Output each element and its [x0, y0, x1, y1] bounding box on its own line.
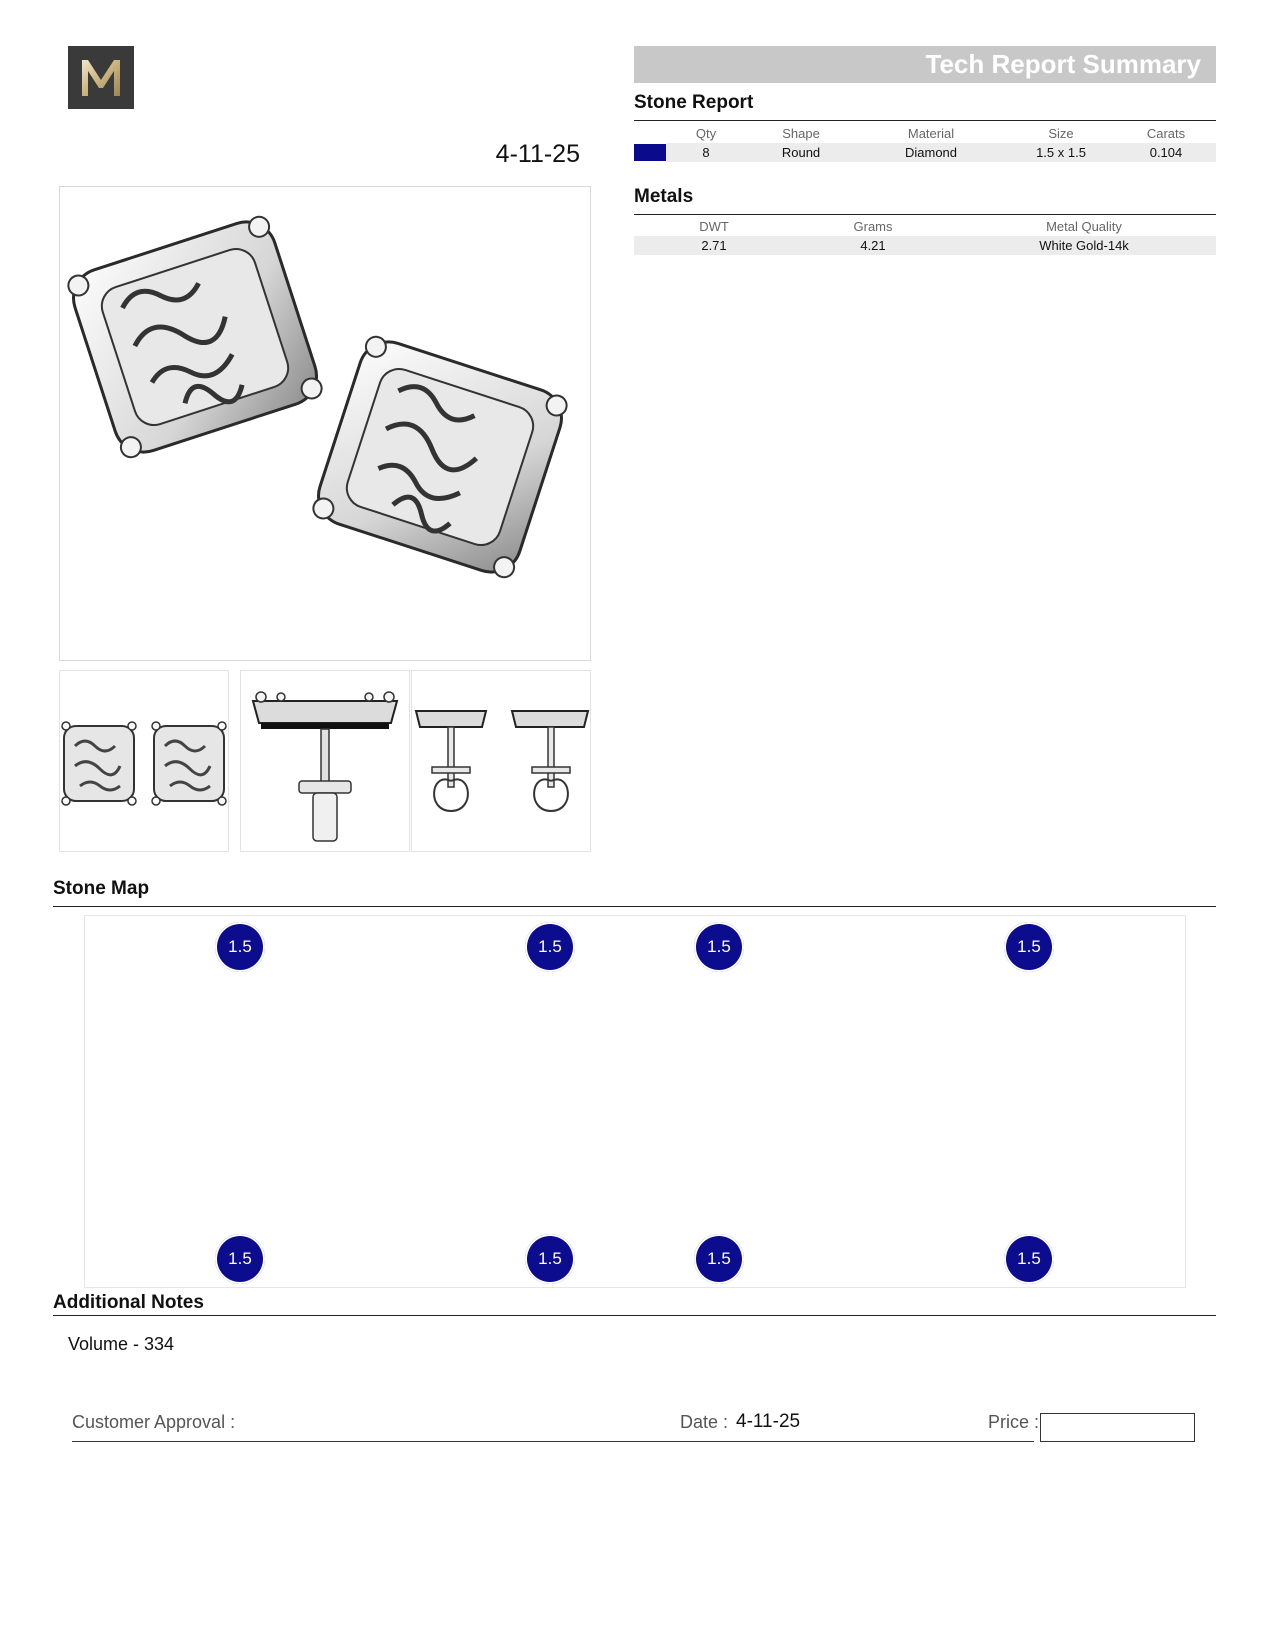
report-title-banner [634, 46, 1216, 83]
column-header-material: Material [907, 125, 955, 141]
stone-size: 1.5 x 1.5 [1006, 143, 1116, 162]
column-header-shape: Shape [782, 125, 820, 141]
stone-marker: 1.5 [694, 922, 744, 972]
metals-title: Metals [634, 186, 694, 207]
stone-report-header-row [634, 123, 1216, 143]
signature-line[interactable] [72, 1441, 1034, 1442]
stone-map-title: Stone Map [53, 878, 150, 899]
column-header-metal-quality: Metal Quality [1046, 218, 1122, 234]
column-header-carats: Carats [1146, 125, 1186, 141]
stone-report-rule [634, 120, 1216, 121]
metal-quality: White Gold-14k [952, 236, 1216, 255]
stone-shape: Round [746, 143, 856, 162]
metals-header-row [634, 216, 1216, 236]
stone-report-title: Stone Report [634, 92, 754, 113]
notes-text: Volume - 334 [68, 1334, 175, 1354]
column-header-size: Size [1048, 125, 1074, 141]
stone-marker: 1.5 [215, 922, 265, 972]
stone-map-rule [53, 906, 1216, 907]
stone-marker: 1.5 [1004, 1234, 1054, 1284]
stone-material: Diamond [856, 143, 1006, 162]
additional-notes-title: Additional Notes [53, 1292, 204, 1313]
stone-marker: 1.5 [525, 1234, 575, 1284]
table-row [634, 236, 1216, 255]
stone-qty: 8 [666, 143, 746, 162]
stone-map-canvas [84, 915, 1186, 1288]
report-title: Tech Report Summary [925, 49, 1201, 79]
stone-carats: 0.104 [1116, 143, 1216, 162]
brand-logo [68, 46, 134, 109]
customer-approval-label: Customer Approval : [72, 1412, 236, 1432]
thumbnail-pair-side-view [411, 670, 591, 852]
stone-marker: 1.5 [215, 1234, 265, 1284]
approval-date-value: 4-11-25 [736, 1411, 801, 1432]
main-render-image [59, 186, 591, 661]
price-label: Price : [988, 1412, 1040, 1432]
table-row [634, 143, 1216, 162]
stone-marker: 1.5 [1004, 922, 1054, 972]
stone-marker: 1.5 [694, 1234, 744, 1284]
metals-table [634, 216, 1216, 255]
metals-rule [634, 214, 1216, 215]
column-header-dwt: DWT [699, 218, 729, 234]
metal-dwt: 2.71 [634, 236, 794, 255]
stone-color-swatch [634, 144, 666, 161]
stone-marker: 1.5 [525, 922, 575, 972]
column-header-qty: Qty [695, 125, 717, 141]
thumbnail-side-view [240, 670, 410, 852]
column-header-grams: Grams [853, 218, 893, 234]
stone-report-table [634, 123, 1216, 162]
additional-notes-rule [53, 1315, 1216, 1316]
date-label: Date : [680, 1412, 729, 1432]
thumbnail-top-view [59, 670, 229, 852]
price-field[interactable] [1040, 1413, 1195, 1442]
metal-grams: 4.21 [794, 236, 952, 255]
document-date: 4-11-25 [495, 140, 580, 168]
